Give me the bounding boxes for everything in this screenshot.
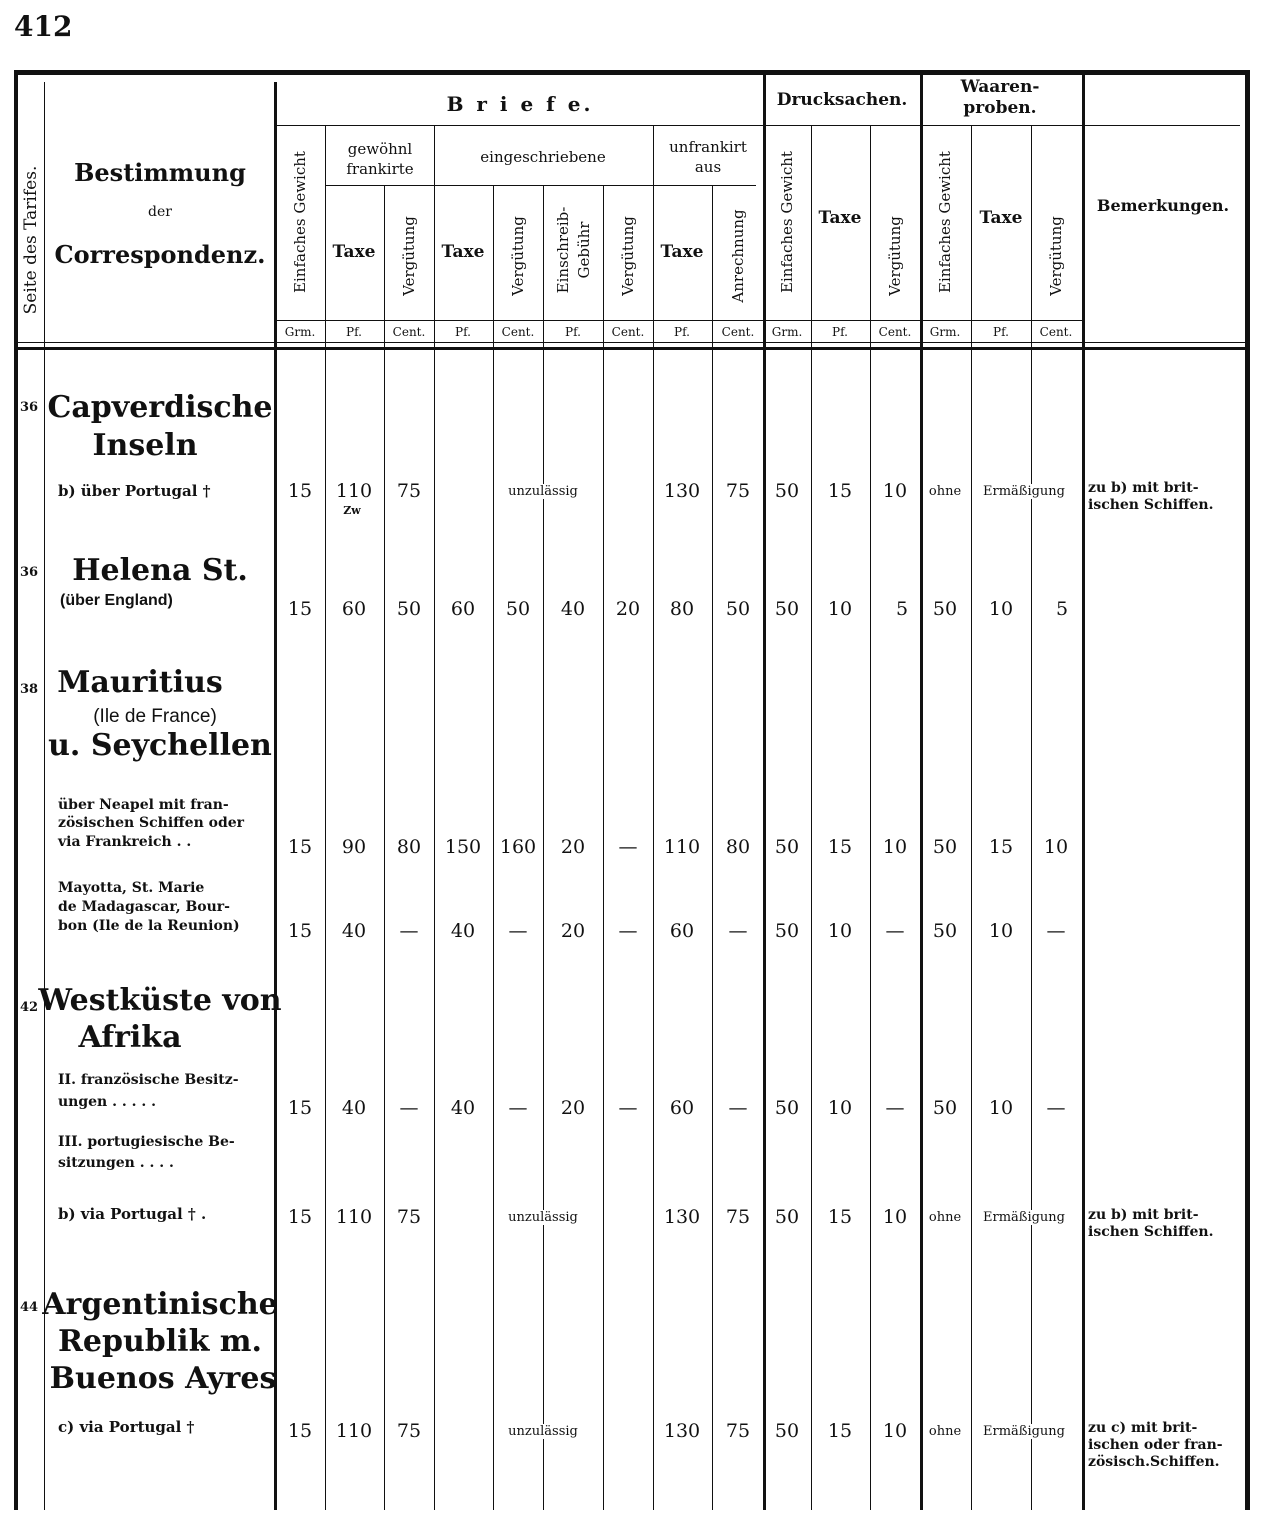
mauritius-r1-unfr-taxe: 110 — [663, 836, 701, 858]
unit-11: Pf. — [832, 325, 848, 339]
col-rule-reg-fee — [543, 185, 544, 1510]
unit-4: Pf. — [455, 325, 471, 339]
west-remark-l1: zu b) mit brit- — [1088, 1207, 1199, 1223]
west-row1-l1: II. französische Besitz- — [58, 1072, 239, 1088]
unit-3: Cent. — [392, 325, 426, 339]
helena-weight: 15 — [287, 598, 313, 620]
header-letters: B r i e f e. — [446, 92, 594, 116]
col-rule-wp-verg — [1031, 125, 1032, 1510]
arg-remark-l3: zösisch.Schiffen. — [1088, 1454, 1220, 1470]
mauritius-r1-reg-fee: 20 — [560, 836, 586, 858]
mauritius-row2-l2: de Madagascar, Bour- — [58, 899, 230, 915]
mauritius-r2-unfr-taxe: 60 — [669, 920, 695, 942]
cap-reg-note: unzulässig — [508, 484, 578, 499]
helena-pr-verg: 5 — [895, 598, 909, 620]
unit-12: Cent. — [878, 325, 912, 339]
mauritius-r2-reg-verg: — — [508, 920, 528, 942]
cap-taxe: 110 — [335, 480, 373, 502]
header-verg-1: Vergütung — [400, 216, 418, 296]
header-wp-taxe: Taxe — [979, 208, 1023, 228]
arg-reg-note: unzulässig — [508, 1424, 578, 1439]
mauritius-r1-reg-verg: 160 — [499, 836, 537, 858]
cap-wp-note-l: ohne — [928, 484, 962, 499]
west-r1-wp-taxe: 10 — [988, 1097, 1014, 1119]
helena-page: 36 — [20, 565, 39, 580]
mauritius-r2-reg-fee-verg: — — [618, 920, 638, 942]
col-rule-reg-fee-verg — [603, 185, 604, 1510]
west-row3: b) via Portugal † . — [58, 1205, 207, 1223]
west-r3-unfr-anr: 75 — [725, 1206, 751, 1228]
header-pr-taxe: Taxe — [818, 208, 862, 228]
header-ordinary-l2: frankirte — [346, 160, 414, 178]
header-registered: eingeschriebene — [480, 148, 606, 166]
arg-remark-l2: ischen oder fran- — [1088, 1437, 1223, 1453]
cap-unfr-anr: 75 — [725, 480, 751, 502]
header-wp-weight: Einfaches Gewicht — [936, 151, 954, 293]
header-unfranked-l2: aus — [694, 158, 722, 176]
cap-row-label: b) über Portugal † — [58, 482, 211, 500]
west-r1-pr-weight: 50 — [774, 1097, 800, 1119]
col-rule-verg — [384, 185, 385, 1510]
cap-verg: 75 — [396, 480, 422, 502]
mauritius-r1-wp-taxe: 15 — [988, 836, 1014, 858]
col-rule-samples — [920, 75, 923, 1510]
west-r3-wp-note-r: Ermäßigung — [982, 1210, 1066, 1225]
col-rule-reg-verg — [493, 185, 494, 1510]
mauritius-r2-reg-fee: 20 — [560, 920, 586, 942]
arg-pr-weight: 50 — [774, 1420, 800, 1442]
west-r3-verg: 75 — [396, 1206, 422, 1228]
header-ordinary-l1: gewöhnl — [347, 140, 413, 158]
cap-pr-verg: 10 — [882, 480, 908, 502]
arg-title-l1: Argentinische — [42, 1287, 278, 1322]
helena-wp-taxe: 10 — [988, 598, 1014, 620]
mauritius-r2-pr-weight: 50 — [774, 920, 800, 942]
header-unfranked-l1: unfrankirt — [669, 138, 747, 156]
cap-pr-weight: 50 — [774, 480, 800, 502]
col-rule-wp-taxe — [971, 125, 972, 1510]
units-rule-bottom — [18, 342, 1246, 343]
west-row2-l1: III. portugiesische Be- — [58, 1134, 235, 1150]
helena-reg-verg: 50 — [505, 598, 531, 620]
helena-wp-weight: 50 — [932, 598, 958, 620]
mauritius-row1-l2: zösischen Schiffen oder — [58, 815, 245, 831]
mauritius-r2-pr-verg: — — [885, 920, 905, 942]
helena-reg-fee-verg: 20 — [615, 598, 641, 620]
arg-remark-l1: zu c) mit brit- — [1088, 1420, 1198, 1436]
mauritius-r1-pr-taxe: 15 — [827, 836, 853, 858]
arg-weight: 15 — [287, 1420, 313, 1442]
helena-title-l2: (über England) — [60, 592, 173, 609]
west-title-l1: Westküste von — [38, 983, 282, 1018]
cap-remark-l1: zu b) mit brit- — [1088, 480, 1199, 496]
mauritius-row2-l1: Mayotta, St. Marie — [58, 880, 205, 896]
header-separator — [18, 347, 1246, 350]
mauritius-r1-unfr-anr: 80 — [725, 836, 751, 858]
header-pr-verg: Vergütung — [886, 216, 904, 296]
mauritius-title-l1: Mauritius — [57, 665, 223, 700]
helena-reg-taxe: 60 — [450, 598, 476, 620]
header-einschreib-l2: Gebühr — [575, 221, 593, 279]
cap-title-l1: Capverdische — [47, 390, 273, 425]
col-rule-pr-taxe — [811, 125, 812, 1510]
west-r1-reg-taxe: 40 — [450, 1097, 476, 1119]
mauritius-r2-weight: 15 — [287, 920, 313, 942]
unit-13: Grm. — [929, 325, 961, 339]
cap-wp-note-r: Ermäßigung — [982, 484, 1066, 499]
cap-title-l2: Inseln — [92, 428, 198, 463]
header-rule-sub — [326, 185, 756, 186]
col-rule-unfr — [653, 125, 654, 1510]
units-rule-top — [276, 320, 1084, 321]
west-r3-reg-note: unzulässig — [508, 1210, 578, 1225]
arg-wp-note-r: Ermäßigung — [982, 1424, 1066, 1439]
header-verg-2: Vergütung — [509, 216, 527, 296]
unit-5: Cent. — [501, 325, 535, 339]
west-title-l2: Afrika — [78, 1020, 182, 1055]
mauritius-title-l3: u. Seychellen — [48, 728, 272, 763]
arg-taxe: 110 — [335, 1420, 373, 1442]
col-rule-printed — [763, 75, 766, 1510]
west-r1-weight: 15 — [287, 1097, 313, 1119]
unit-10: Grm. — [771, 325, 803, 339]
header-taxe-1: Taxe — [332, 242, 376, 262]
mauritius-row2-l3: bon (Ile de la Reunion) — [58, 918, 240, 934]
header-destination-l3: Correspondenz. — [54, 240, 266, 269]
mauritius-r1-reg-fee-verg: — — [618, 836, 638, 858]
west-r3-wp-note-l: ohne — [928, 1210, 962, 1225]
helena-taxe: 60 — [341, 598, 367, 620]
page-number: 412 — [14, 10, 73, 43]
header-taxe-2: Taxe — [441, 242, 485, 262]
west-r3-pr-verg: 10 — [882, 1206, 908, 1228]
helena-pr-taxe: 10 — [827, 598, 853, 620]
unit-15: Cent. — [1039, 325, 1073, 339]
unit-2: Pf. — [346, 325, 362, 339]
header-einschreib-l1: Einschreib- — [554, 206, 572, 294]
mauritius-row1-l1: über Neapel mit fran- — [58, 797, 229, 813]
mauritius-r1-pr-verg: 10 — [882, 836, 908, 858]
col-rule-reg — [434, 125, 435, 1510]
unit-8: Pf. — [674, 325, 690, 339]
unit-1: Grm. — [284, 325, 316, 339]
col-rule-remarks — [1082, 75, 1085, 1510]
west-r3-unfr-taxe: 130 — [663, 1206, 701, 1228]
arg-unfr-anr: 75 — [725, 1420, 751, 1442]
west-r3-weight: 15 — [287, 1206, 313, 1228]
mauritius-r1-verg: 80 — [396, 836, 422, 858]
cap-weight: 15 — [287, 480, 313, 502]
header-taxe-3: Taxe — [660, 242, 704, 262]
header-rule-top — [276, 125, 1240, 126]
west-r1-pr-verg: — — [885, 1097, 905, 1119]
mauritius-r2-unfr-anr: — — [728, 920, 748, 942]
west-r1-taxe: 40 — [341, 1097, 367, 1119]
arg-unfr-taxe: 130 — [663, 1420, 701, 1442]
arg-title-l2: Republik m. — [58, 1324, 262, 1359]
west-row2-l2: sitzungen . . . . — [58, 1155, 174, 1171]
mauritius-page: 38 — [20, 682, 39, 697]
header-samples-l1: Waaren- — [960, 77, 1040, 97]
cap-page: 36 — [20, 400, 39, 415]
header-verg-3: Vergütung — [619, 216, 637, 296]
header-anrechnung: Anrechnung — [729, 209, 747, 303]
cap-pr-taxe: 15 — [827, 480, 853, 502]
arg-wp-note-l: ohne — [928, 1424, 962, 1439]
header-destination-l1: Bestimmung — [74, 158, 246, 187]
unit-6: Pf. — [565, 325, 581, 339]
mauritius-r2-wp-taxe: 10 — [988, 920, 1014, 942]
header-destination-l2: der — [148, 204, 172, 220]
west-r1-verg: — — [399, 1097, 419, 1119]
mauritius-r2-wp-verg: — — [1046, 920, 1066, 942]
cap-taxe-note: Zw — [343, 504, 361, 517]
mauritius-r2-reg-taxe: 40 — [450, 920, 476, 942]
west-page: 42 — [20, 1000, 39, 1015]
west-r3-pr-taxe: 15 — [827, 1206, 853, 1228]
unit-9: Cent. — [721, 325, 755, 339]
col-rule-taxe — [325, 125, 326, 1510]
mauritius-title-l2: (Ile de France) — [93, 706, 217, 727]
unit-14: Pf. — [993, 325, 1009, 339]
mauritius-r2-pr-taxe: 10 — [827, 920, 853, 942]
arg-page: 44 — [20, 1300, 39, 1315]
helena-verg: 50 — [396, 598, 422, 620]
cap-remark-l2: ischen Schiffen. — [1088, 497, 1214, 513]
west-r1-reg-fee: 20 — [560, 1097, 586, 1119]
mauritius-r1-wp-verg: 10 — [1043, 836, 1069, 858]
col-rule-pr-verg — [870, 125, 871, 1510]
header-wp-verg: Vergütung — [1047, 216, 1065, 296]
mauritius-r1-weight: 15 — [287, 836, 313, 858]
helena-unfr-anr: 50 — [725, 598, 751, 620]
west-r1-wp-weight: 50 — [932, 1097, 958, 1119]
arg-title-l3: Buenos Ayres — [49, 1361, 277, 1396]
west-r1-reg-fee-verg: — — [618, 1097, 638, 1119]
west-remark-l2: ischen Schiffen. — [1088, 1224, 1214, 1240]
mauritius-r1-pr-weight: 50 — [774, 836, 800, 858]
helena-reg-fee: 40 — [560, 598, 586, 620]
col-rule-unfr-anr — [712, 185, 713, 1510]
helena-unfr-taxe: 80 — [669, 598, 695, 620]
west-r1-pr-taxe: 10 — [827, 1097, 853, 1119]
mauritius-r1-taxe: 90 — [341, 836, 367, 858]
mauritius-r1-reg-taxe: 150 — [444, 836, 482, 858]
west-row1-l2: ungen . . . . . — [58, 1094, 156, 1110]
mauritius-row1-l3: via Frankreich . . — [58, 834, 192, 850]
mauritius-r2-taxe: 40 — [341, 920, 367, 942]
west-r1-unfr-anr: — — [728, 1097, 748, 1119]
mauritius-r2-verg: — — [399, 920, 419, 942]
west-r3-pr-weight: 50 — [774, 1206, 800, 1228]
arg-row-label: c) via Portugal † — [58, 1418, 195, 1436]
west-r1-unfr-taxe: 60 — [669, 1097, 695, 1119]
unit-7: Cent. — [611, 325, 645, 339]
header-samples-l2: proben. — [963, 98, 1037, 118]
west-r1-reg-verg: — — [508, 1097, 528, 1119]
header-page: Seite des Tarifes. — [21, 165, 41, 315]
header-remarks: Bemerkungen. — [1096, 196, 1230, 215]
arg-pr-verg: 10 — [882, 1420, 908, 1442]
cap-unfr-taxe: 130 — [663, 480, 701, 502]
helena-wp-verg: 5 — [1055, 598, 1069, 620]
mauritius-r1-wp-weight: 50 — [932, 836, 958, 858]
arg-pr-taxe: 15 — [827, 1420, 853, 1442]
west-r1-wp-verg: — — [1046, 1097, 1066, 1119]
helena-title-l1: Helena St. — [72, 553, 248, 588]
header-simple-weight: Einfaches Gewicht — [291, 151, 309, 293]
west-r3-taxe: 110 — [335, 1206, 373, 1228]
mauritius-r2-wp-weight: 50 — [932, 920, 958, 942]
header-pr-weight: Einfaches Gewicht — [778, 151, 796, 293]
header-printed: Drucksachen. — [776, 90, 908, 110]
arg-verg: 75 — [396, 1420, 422, 1442]
helena-pr-weight: 50 — [774, 598, 800, 620]
